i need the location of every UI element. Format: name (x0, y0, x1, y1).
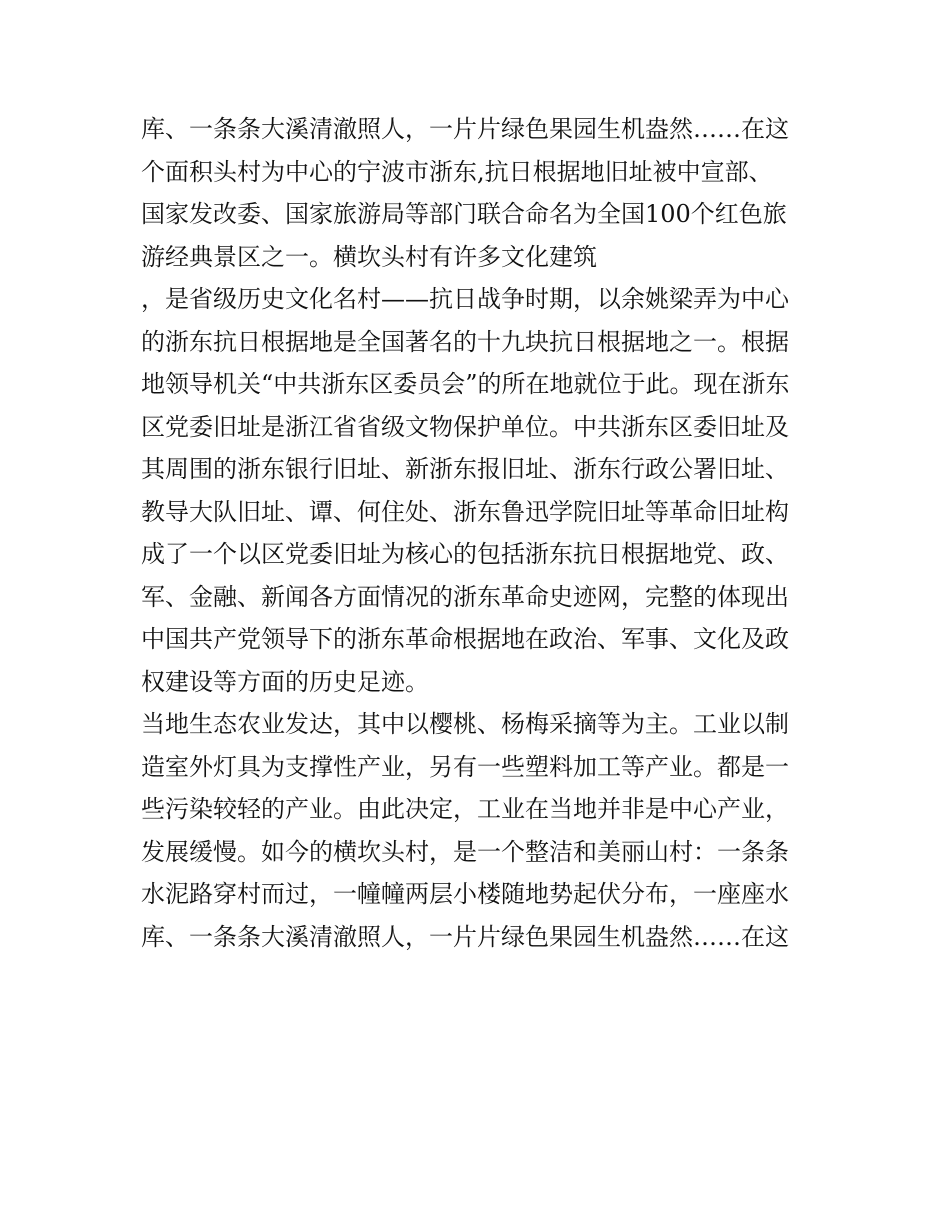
text-line: 水泥路穿村而过，一幢幢两层小楼随地势起伏分布，一座座水 (141, 880, 789, 908)
text-line: 个面积头村为中心的宁波市浙东,抗日根据地旧址被中宣部、 (141, 157, 773, 186)
text-line: 些污染较轻的产业。由此决定，工业在当地并非是中心产业， (141, 795, 789, 823)
text-line: 地领导机关“中共浙东区委员会”的所在地就位于此。现在浙东 (141, 370, 790, 398)
text-line: 成了一个以区党委旧址为核心的包括浙东抗日根据地党、政、 (141, 540, 789, 568)
text-line: 国家发改委、国家旅游局等部门联合命名为全国100个红色旅 (141, 200, 787, 228)
text-line: 教导大队旧址、谭、何住处、浙东鲁迅学院旧址等革命旧址构 (141, 497, 789, 526)
text-line: 库、一条条大溪清澈照人，一片片绿色果园生机盎然……在这 (141, 115, 789, 143)
text-line: 权建设等方面的历史足迹。 (141, 667, 429, 696)
text-line: 的浙东抗日根据地是全国著名的十九块抗日根据地之一。根据 (141, 327, 789, 356)
text-line: 发展缓慢。如今的横坎头村，是一个整洁和美丽山村：一条条 (141, 837, 789, 866)
text-line: 其周围的浙东银行旧址、新浙东报旧址、浙东行政公署旧址、 (141, 455, 789, 483)
body-text (141, 108, 821, 958)
text-line: 当地生态农业发达，其中以樱桃、杨梅采摘等为主。工业以制 (141, 710, 789, 738)
text-line: 造室外灯具为支撑性产业，另有一些塑料加工等产业。都是一 (141, 752, 789, 781)
text-line: 库、一条条大溪清澈照人，一片片绿色果园生机盎然……在这 (141, 922, 789, 951)
text-line: 军、金融、新闻各方面情况的浙东革命史迹网，完整的体现出 (141, 582, 789, 611)
text-line: 区党委旧址是浙江省省级文物保护单位。中共浙东区委旧址及 (141, 412, 789, 441)
text-line: ，是省级历史文化名村——抗日战争时期，以余姚梁弄为中心 (141, 285, 789, 313)
text-line: 游经典景区之一。横坎头村有许多文化建筑 (141, 242, 597, 271)
text-line: 中国共产党领导下的浙东革命根据地在政治、军事、文化及政 (141, 625, 789, 653)
